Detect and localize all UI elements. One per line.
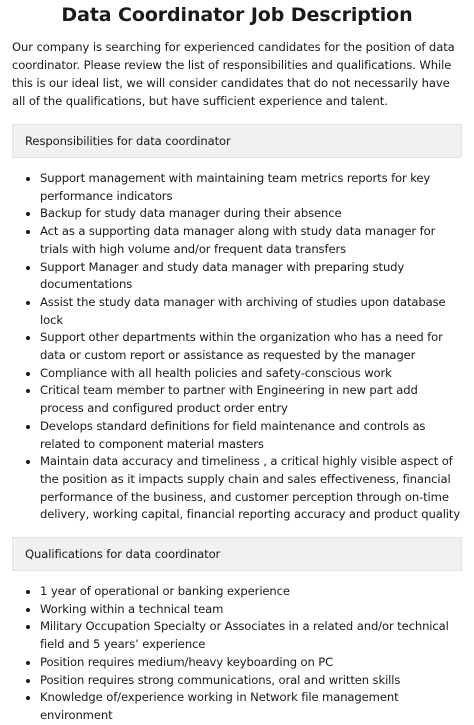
list-item-text: Assist the study data manager with archiving of studies upon database lock (40, 294, 446, 327)
page-title: Data Coordinator Job Description (61, 4, 413, 26)
bullet-icon (26, 696, 30, 700)
list-item (40, 618, 462, 653)
list-item-text: Military Occupation Specialty or Associates in a related and/or technical field and 5 years’ experience (40, 619, 449, 652)
list-item (40, 654, 462, 672)
list-item-text: Develops standard definitions for field maintenance and controls as related to component material masters (40, 418, 426, 451)
list-item (40, 294, 462, 329)
list-item (40, 382, 462, 417)
qualifications-list (12, 583, 462, 725)
responsibilities-list (12, 170, 462, 524)
bullet-icon (26, 625, 30, 629)
bullet-icon (26, 425, 30, 429)
list-item-text: Position requires strong communications, oral and written skills (40, 672, 401, 687)
list-item (40, 205, 462, 223)
list-item-text: 1 year of operational or banking experience (40, 584, 290, 599)
qualifications-section-header (12, 537, 462, 571)
responsibilities-heading: Responsibilities for data coordinator (25, 134, 231, 148)
list-item (40, 418, 462, 453)
bullet-icon (26, 389, 30, 393)
list-item (40, 259, 462, 294)
bullet-icon (26, 661, 30, 665)
qualifications-heading: Qualifications for data coordinator (25, 547, 221, 562)
list-item (40, 170, 462, 205)
bullet-icon (26, 266, 30, 270)
bullet-icon (26, 230, 30, 234)
list-item (40, 329, 462, 364)
bullet-icon (26, 177, 30, 181)
list-item-text: Position requires medium/heavy keyboarding on PC (40, 654, 334, 669)
bullet-icon (26, 460, 30, 464)
list-item (40, 672, 462, 690)
list-item-text: Compliance with all health policies and safety-conscious work (40, 365, 392, 380)
list-item (40, 601, 462, 619)
bullet-icon (26, 679, 30, 683)
bullet-icon (26, 372, 30, 376)
bullet-icon (26, 301, 30, 305)
bullet-icon (26, 608, 30, 612)
list-item (40, 223, 462, 258)
bullet-icon (26, 336, 30, 340)
list-item-text: Knowledge of/experience working in Network file management environment (40, 690, 399, 722)
list-item (40, 453, 462, 524)
bullet-icon (26, 212, 30, 216)
list-item-text: Support Manager and study data manager with preparing study documentations (40, 259, 405, 292)
responsibilities-section-header (12, 124, 462, 158)
list-item-text: Act as a supporting data manager along with study data manager for trials with high volume and/or frequent data transfers (40, 224, 436, 256)
list-item-text: Critical team member to partner with Engineering in new part add process and configured product order entry (40, 383, 418, 416)
list-item-text: Support management with maintaining team metrics reports for key performance indicators (40, 171, 431, 203)
list-item-text: Backup for study data manager during their absence (40, 206, 342, 221)
bullet-icon (26, 590, 30, 594)
list-item-text: Working within a technical team (40, 601, 224, 616)
list-item-text: Maintain data accuracy and timeliness , a critical highly visible aspect of the position as it impacts supply chain and sales effectiveness, financial performance of the business, and customer perception through on-time delivery, working capital, financial reporting accuracy and product quality (40, 454, 461, 522)
intro-paragraph: Our company is searching for experienced candidates for the position of data coordinator. Please review the list of responsibilities and qualifications. While this is our ideal list, we will consider candidates that do not necessarily have all of the qualifications, but have sufficient experience and talent. (12, 40, 455, 108)
list-item-text: Support other departments within the organization who has a need for data or custom report or assistance as requested by the manager (40, 330, 443, 363)
list-item (40, 365, 462, 383)
list-item (40, 583, 462, 601)
